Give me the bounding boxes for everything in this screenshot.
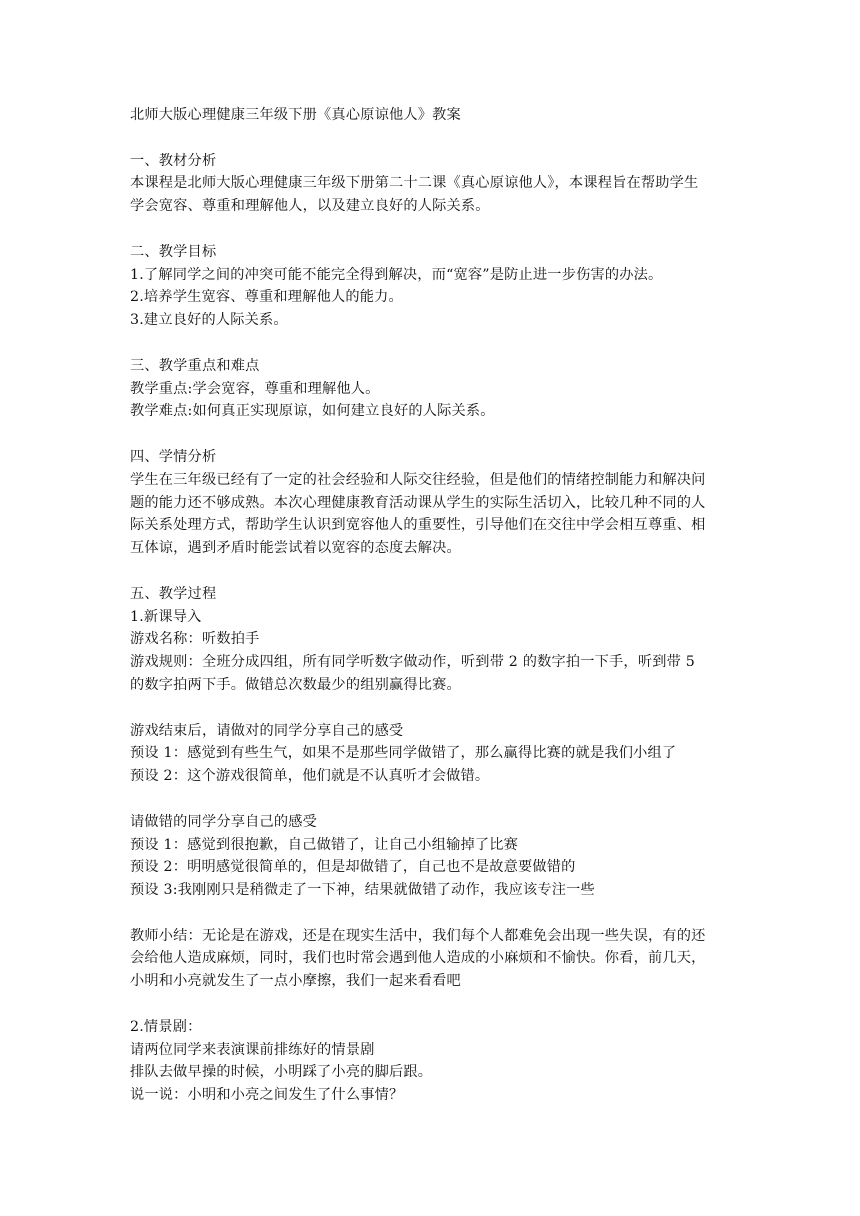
paragraph-line: 教师小结：无论是在游戏，还是在现实生活中，我们每个人都难免会出现一些失误，有的还 bbox=[130, 927, 706, 944]
blank-line bbox=[130, 697, 740, 720]
blank-line bbox=[130, 993, 740, 1016]
paragraph-line: 的数字拍两下手。做错总次数最少的组别赢得比赛。 bbox=[130, 676, 461, 693]
section-heading-4: 四、学情分析 bbox=[130, 448, 217, 465]
section-heading-2: 二、教学目标 bbox=[130, 243, 217, 260]
paragraph-line: 学生在三年级已经有了一定的社会经验和人际交往经验，但是他们的情绪控制能力和解决问 bbox=[130, 471, 706, 488]
paragraph-line: 游戏规则：全班分成四组，所有同学听数字做动作，听到带 2 的数字拍一下手，听到带 5 bbox=[130, 654, 695, 671]
paragraph-line: 排队去做早操的时候，小明踩了小亮的脚后跟。 bbox=[130, 1064, 433, 1081]
paragraph-line: 本课程是北师大版心理健康三年级下册第二十二课《真心原谅他人》，本课程旨在帮助学生 bbox=[130, 175, 699, 192]
section-heading-3: 三、教学重点和难点 bbox=[130, 357, 260, 374]
paragraph-line: 预设 2：这个游戏很简单，他们就是不认真听才会做错。 bbox=[130, 768, 490, 785]
document-body bbox=[130, 104, 740, 1107]
paragraph-line: 3.建立良好的人际关系。 bbox=[130, 312, 288, 329]
blank-line bbox=[130, 218, 740, 241]
paragraph-line: 学会宽容、尊重和理解他人，以及建立良好的人际关系。 bbox=[130, 198, 490, 215]
paragraph-line: 小明和小亮就发生了一点小摩擦，我们一起来看看吧 bbox=[130, 973, 461, 990]
paragraph-line: 互体谅，遇到矛盾时能尝试着以宽容的态度去解决。 bbox=[130, 540, 461, 557]
paragraph-line: 会给他人造成麻烦，同时，我们也时常会遇到他人造成的小麻烦和不愉快。你看，前几天， bbox=[130, 950, 706, 967]
paragraph-line: 教学难点:如何真正实现原谅，如何建立良好的人际关系。 bbox=[130, 403, 495, 420]
subsection-heading: 2.情景剧： bbox=[130, 1018, 202, 1035]
blank-line bbox=[130, 902, 740, 925]
paragraph-line: 1.了解同学之间的冲突可能不能完全得到解决，而“宽容”是防止进一步伤害的办法。 bbox=[130, 266, 663, 283]
section-heading-1: 一、教材分析 bbox=[130, 152, 217, 169]
paragraph-line: 2.培养学生宽容、尊重和理解他人的能力。 bbox=[130, 289, 403, 306]
paragraph-line: 题的能力还不够成熟。本次心理健康教育活动课从学生的实际生活切入，比较几种不同的人 bbox=[130, 494, 706, 511]
paragraph-line: 请两位同学来表演课前排练好的情景剧 bbox=[130, 1041, 375, 1058]
paragraph-line: 教学重点:学会宽容，尊重和理解他人。 bbox=[130, 380, 380, 397]
blank-line bbox=[130, 560, 740, 583]
paragraph-line: 预设 3:我刚刚只是稍微走了一下神，结果就做错了动作，我应该专注一些 bbox=[130, 882, 595, 899]
document-title: 北师大版心理健康三年级下册《真心原谅他人》教案 bbox=[130, 107, 461, 123]
subsection-heading: 1.新课导入 bbox=[130, 608, 202, 625]
paragraph-line: 游戏名称：听数拍手 bbox=[130, 631, 260, 648]
section-heading-5: 五、教学过程 bbox=[130, 585, 217, 602]
paragraph-line: 预设 2：明明感觉很简单的，但是却做错了，自己也不是故意要做错的 bbox=[130, 859, 576, 876]
paragraph-line: 际关系处理方式，帮助学生认识到宽容他人的重要性，引导他们在交往中学会相互尊重、相 bbox=[130, 517, 706, 534]
paragraph-line: 说一说：小明和小亮之间发生了什么事情？ bbox=[130, 1087, 404, 1104]
blank-line bbox=[130, 127, 740, 150]
blank-line bbox=[130, 788, 740, 811]
paragraph-line: 预设 1：感觉到很抱歉，自己做错了，让自己小组输掉了比赛 bbox=[130, 836, 519, 853]
blank-line bbox=[130, 332, 740, 355]
paragraph-line: 请做错的同学分享自己的感受 bbox=[130, 813, 318, 830]
paragraph-line: 游戏结束后，请做对的同学分享自己的感受 bbox=[130, 722, 404, 739]
paragraph-line: 预设 1：感觉到有些生气，如果不是那些同学做错了，那么赢得比赛的就是我们小组了 bbox=[130, 745, 677, 762]
blank-line bbox=[130, 423, 740, 446]
